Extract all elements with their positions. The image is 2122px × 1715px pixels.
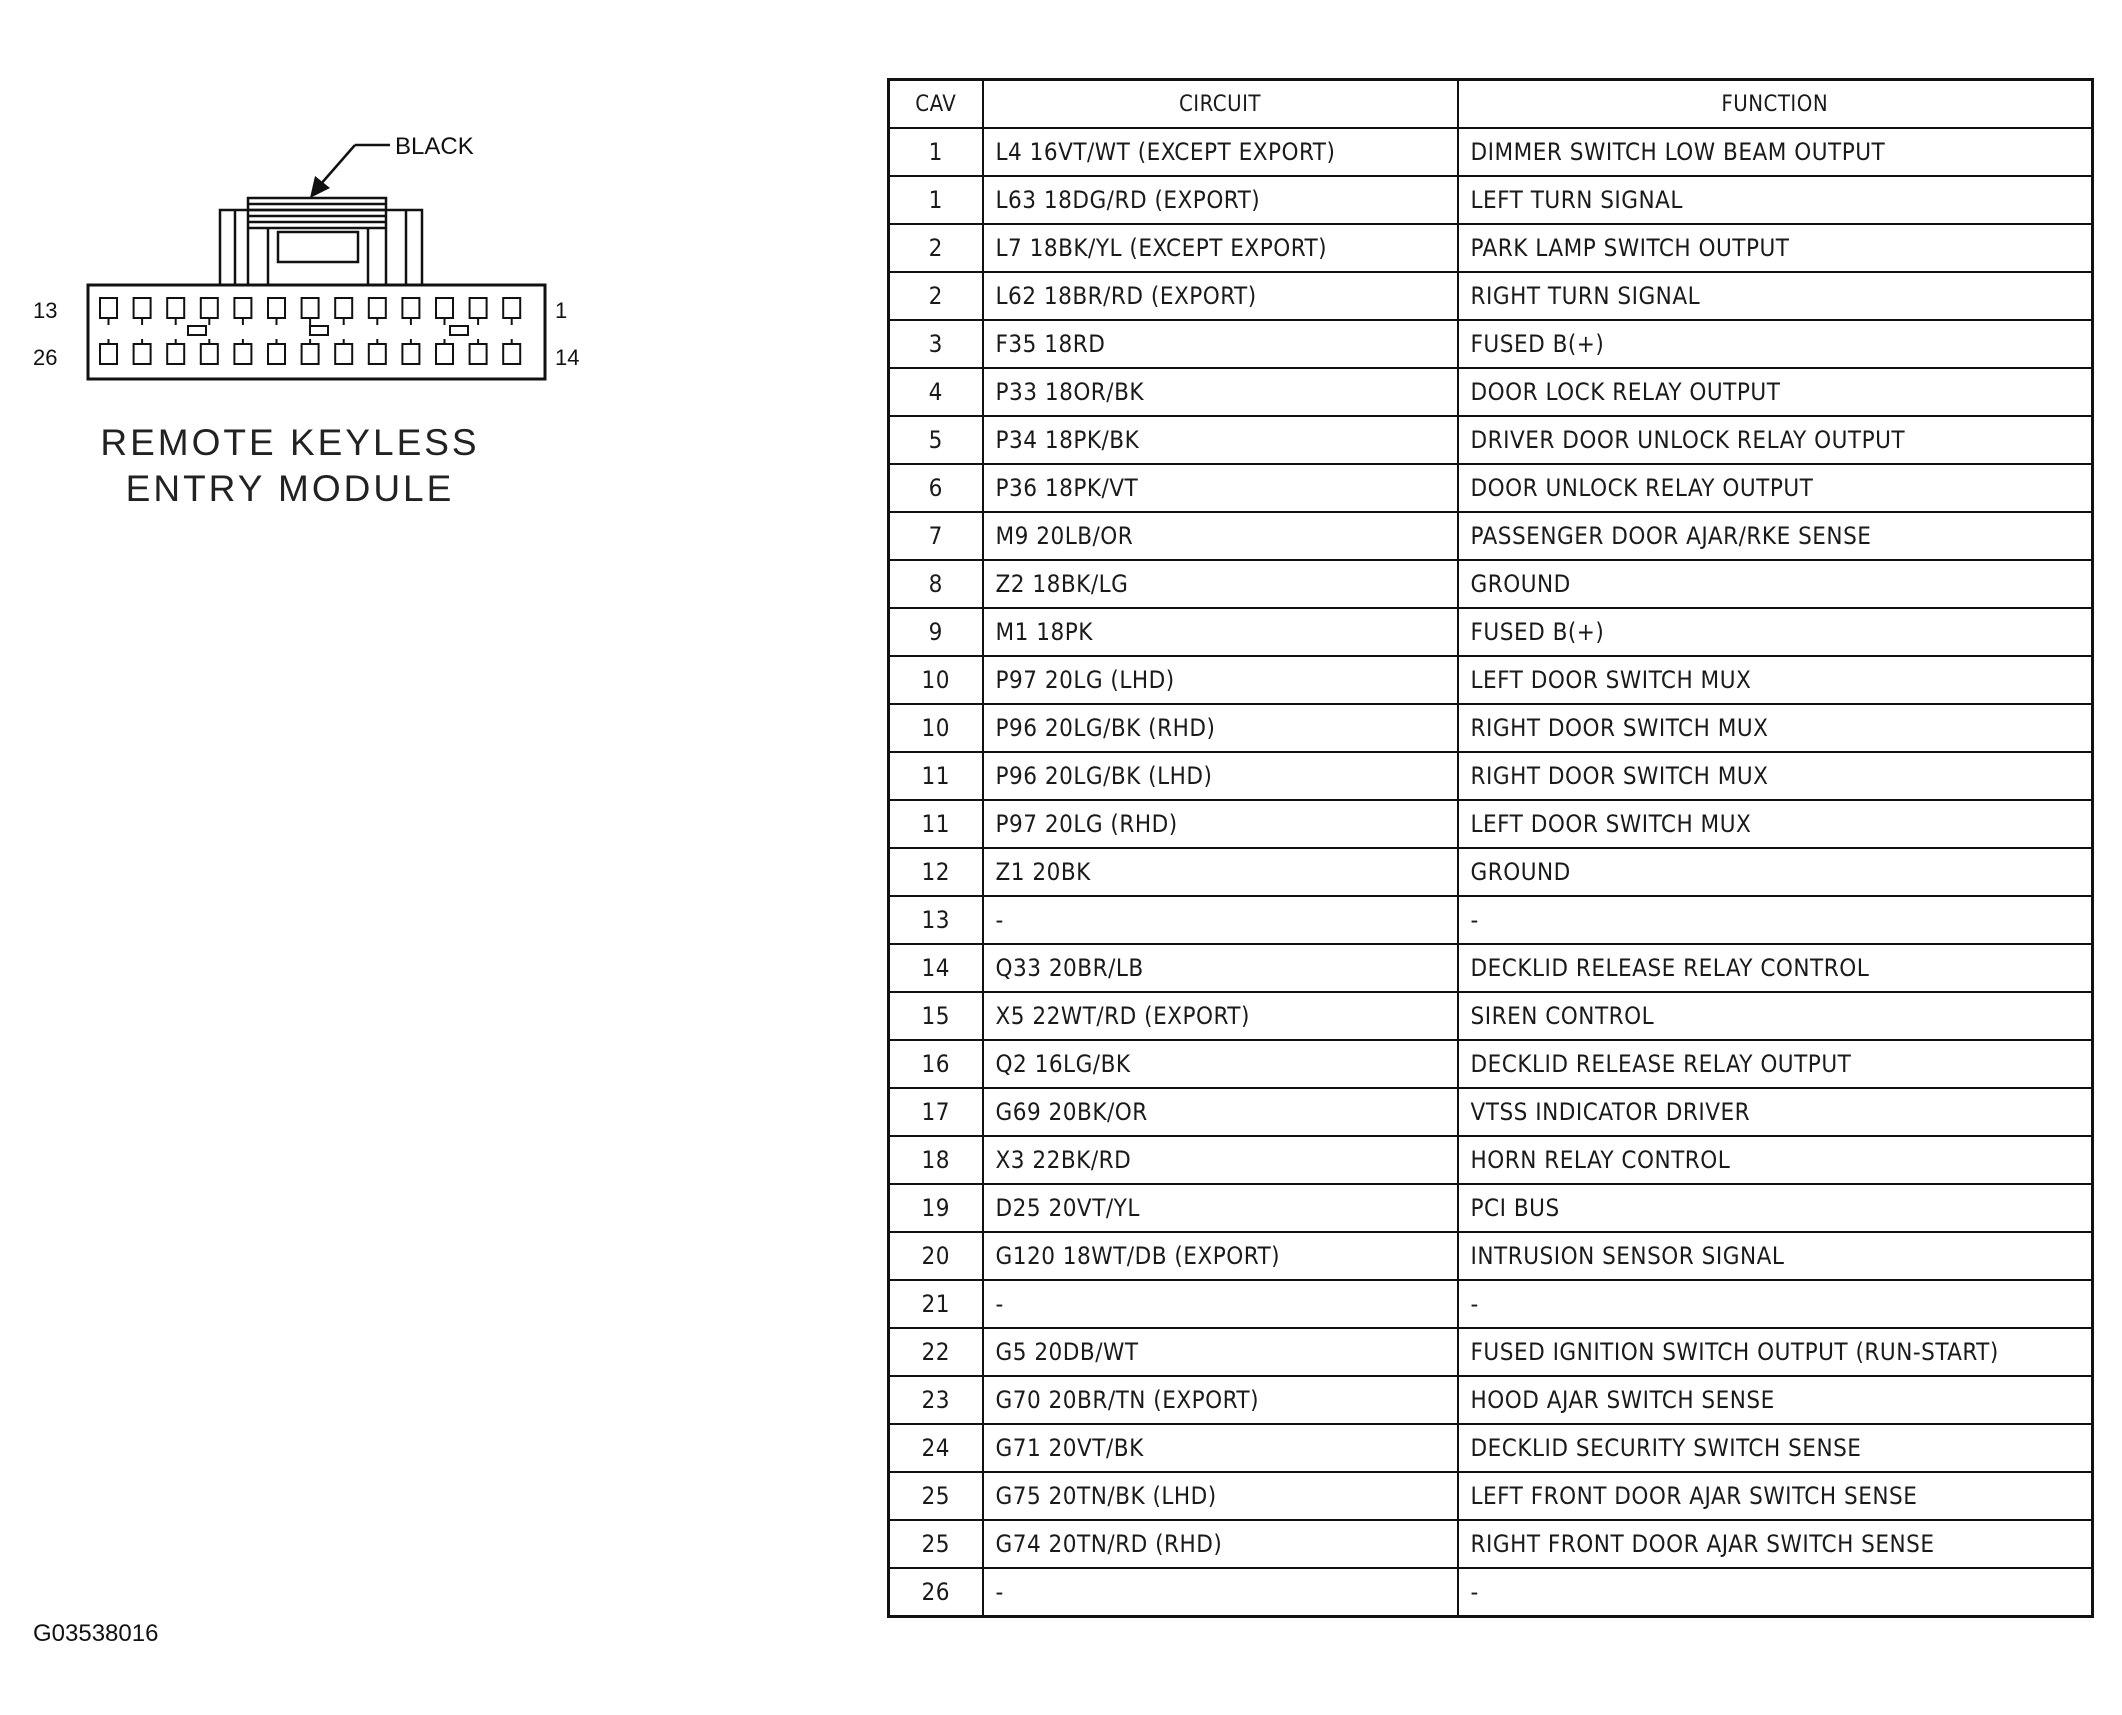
table-row [889, 512, 2093, 560]
circuit-cell: X5 22WT/RD (EXPORT) [983, 992, 1458, 1040]
table-row [889, 128, 2093, 176]
connector-pin-cavity [134, 298, 151, 318]
table-row [889, 272, 2093, 320]
connector-pin-cavity [234, 344, 251, 364]
cav-cell: 8 [889, 560, 983, 608]
function-cell: DOOR LOCK RELAY OUTPUT [1458, 368, 2093, 416]
cav-cell: 17 [889, 1088, 983, 1136]
circuit-cell: L7 18BK/YL (EXCEPT EXPORT) [983, 224, 1458, 272]
circuit-cell: M1 18PK [983, 608, 1458, 656]
connector-pin-cavity [302, 344, 319, 364]
module-title-line-1: REMOTE KEYLESS [100, 422, 480, 463]
connector-pin-cavity [402, 298, 419, 318]
table-row [889, 1184, 2093, 1232]
cav-cell: 2 [889, 272, 983, 320]
function-cell: RIGHT TURN SIGNAL [1458, 272, 2093, 320]
function-cell: - [1458, 1280, 2093, 1328]
connector-pin-cavity [402, 344, 419, 364]
connector-pin-cavity [100, 298, 117, 318]
function-cell: GROUND [1458, 848, 2093, 896]
cav-cell: 12 [889, 848, 983, 896]
circuit-cell: L62 18BR/RD (EXPORT) [983, 272, 1458, 320]
function-cell: DOOR UNLOCK RELAY OUTPUT [1458, 464, 2093, 512]
circuit-cell: P33 18OR/BK [983, 368, 1458, 416]
header-circuit: CIRCUIT [983, 80, 1458, 129]
circuit-cell: G71 20VT/BK [983, 1424, 1458, 1472]
connector-key [450, 326, 468, 335]
cav-cell: 21 [889, 1280, 983, 1328]
connector-pin-cavity [335, 344, 352, 364]
cav-cell: 5 [889, 416, 983, 464]
table-row [889, 1136, 2093, 1184]
circuit-cell: Q33 20BR/LB [983, 944, 1458, 992]
connector-pin-cavity [470, 344, 487, 364]
connector-pin-cavity [134, 344, 151, 364]
connector-pin-cavity [268, 298, 285, 318]
table-row [889, 848, 2093, 896]
connector-pin-cavity [201, 298, 218, 318]
function-cell: HORN RELAY CONTROL [1458, 1136, 2093, 1184]
cav-cell: 20 [889, 1232, 983, 1280]
circuit-cell: P36 18PK/VT [983, 464, 1458, 512]
connector-pin-cavity [369, 344, 386, 364]
table-row [889, 1520, 2093, 1568]
header-cav: CAV [889, 80, 983, 129]
connector-pin-cavity [234, 298, 251, 318]
function-cell: INTRUSION SENSOR SIGNAL [1458, 1232, 2093, 1280]
function-cell: GROUND [1458, 560, 2093, 608]
connector-pin-cavity [302, 298, 319, 318]
circuit-cell: P34 18PK/BK [983, 416, 1458, 464]
cav-cell: 10 [889, 656, 983, 704]
cav-cell: 4 [889, 368, 983, 416]
table-row [889, 896, 2093, 944]
table-row [889, 176, 2093, 224]
circuit-cell: G74 20TN/RD (RHD) [983, 1520, 1458, 1568]
circuit-cell: G75 20TN/BK (LHD) [983, 1472, 1458, 1520]
connector-pin-cavity [335, 298, 352, 318]
cav-cell: 1 [889, 128, 983, 176]
cav-cell: 3 [889, 320, 983, 368]
table-row [889, 224, 2093, 272]
table-row [889, 1088, 2093, 1136]
pinout-table [887, 78, 2094, 1618]
table-row [889, 1472, 2093, 1520]
connector-color-label: BLACK [395, 133, 474, 160]
cav-cell: 6 [889, 464, 983, 512]
circuit-cell: G70 20BR/TN (EXPORT) [983, 1376, 1458, 1424]
function-cell: HOOD AJAR SWITCH SENSE [1458, 1376, 2093, 1424]
circuit-cell: Z2 18BK/LG [983, 560, 1458, 608]
cav-cell: 7 [889, 512, 983, 560]
circuit-cell: P97 20LG (LHD) [983, 656, 1458, 704]
cav-cell: 11 [889, 800, 983, 848]
function-cell: DIMMER SWITCH LOW BEAM OUTPUT [1458, 128, 2093, 176]
circuit-cell: P97 20LG (RHD) [983, 800, 1458, 848]
circuit-cell: P96 20LG/BK (LHD) [983, 752, 1458, 800]
function-cell: FUSED B(+) [1458, 320, 2093, 368]
table-row [889, 1376, 2093, 1424]
circuit-cell: L63 18DG/RD (EXPORT) [983, 176, 1458, 224]
table-row [889, 1232, 2093, 1280]
table-row [889, 992, 2093, 1040]
function-cell: LEFT TURN SIGNAL [1458, 176, 2093, 224]
circuit-cell: Z1 20BK [983, 848, 1458, 896]
connector-pin-cavity [436, 344, 453, 364]
connector-pin-cavity [470, 298, 487, 318]
module-title-line-2: ENTRY MODULE [125, 468, 455, 509]
circuit-cell: G69 20BK/OR [983, 1088, 1458, 1136]
connector-key [310, 326, 328, 335]
circuit-cell: L4 16VT/WT (EXCEPT EXPORT) [983, 128, 1458, 176]
connector-pin-cavity [503, 298, 520, 318]
connector-pin-cavity [369, 298, 386, 318]
connector-pin-cavity [436, 298, 453, 318]
cav-cell: 1 [889, 176, 983, 224]
function-cell: VTSS INDICATOR DRIVER [1458, 1088, 2093, 1136]
pin-number-1: 1 [555, 298, 568, 323]
table-row [889, 1328, 2093, 1376]
cav-cell: 14 [889, 944, 983, 992]
connector-pin-cavity [167, 344, 184, 364]
connector-diagram [20, 110, 580, 410]
table-row [889, 752, 2093, 800]
figure-id: G03538016 [33, 1620, 159, 1647]
function-cell: PCI BUS [1458, 1184, 2093, 1232]
cav-cell: 18 [889, 1136, 983, 1184]
function-cell: PARK LAMP SWITCH OUTPUT [1458, 224, 2093, 272]
cav-cell: 13 [889, 896, 983, 944]
pin-number-14: 14 [555, 345, 580, 370]
connector-pins [100, 298, 520, 364]
connector-pin-cavity [268, 344, 285, 364]
circuit-cell: - [983, 1280, 1458, 1328]
function-cell: SIREN CONTROL [1458, 992, 2093, 1040]
circuit-cell: Q2 16LG/BK [983, 1040, 1458, 1088]
circuit-cell: X3 22BK/RD [983, 1136, 1458, 1184]
table-row [889, 1424, 2093, 1472]
table-row [889, 464, 2093, 512]
cav-cell: 9 [889, 608, 983, 656]
table-row [889, 1040, 2093, 1088]
function-cell: - [1458, 896, 2093, 944]
cav-cell: 16 [889, 1040, 983, 1088]
function-cell: - [1458, 1568, 2093, 1617]
function-cell: LEFT FRONT DOOR AJAR SWITCH SENSE [1458, 1472, 2093, 1520]
function-cell: LEFT DOOR SWITCH MUX [1458, 800, 2093, 848]
table-row [889, 704, 2093, 752]
connector-pin-cavity [201, 344, 218, 364]
table-header-row [889, 80, 2093, 129]
label-arrow-head [310, 176, 330, 198]
connector-pin-cavity [503, 344, 520, 364]
header-function: FUNCTION [1458, 80, 2093, 129]
table-row [889, 416, 2093, 464]
circuit-cell: D25 20VT/YL [983, 1184, 1458, 1232]
pin-number-26: 26 [33, 345, 58, 370]
circuit-cell: G120 18WT/DB (EXPORT) [983, 1232, 1458, 1280]
table-row [889, 320, 2093, 368]
circuit-cell: P96 20LG/BK (RHD) [983, 704, 1458, 752]
function-cell: DRIVER DOOR UNLOCK RELAY OUTPUT [1458, 416, 2093, 464]
table-row [889, 656, 2093, 704]
circuit-cell: M9 20LB/OR [983, 512, 1458, 560]
table-row [889, 1568, 2093, 1617]
table-row [889, 1280, 2093, 1328]
cav-cell: 22 [889, 1328, 983, 1376]
function-cell: LEFT DOOR SWITCH MUX [1458, 656, 2093, 704]
function-cell: RIGHT DOOR SWITCH MUX [1458, 704, 2093, 752]
cav-cell: 26 [889, 1568, 983, 1617]
table-row [889, 944, 2093, 992]
module-title [80, 420, 500, 512]
pin-number-13: 13 [33, 298, 58, 323]
circuit-cell: G5 20DB/WT [983, 1328, 1458, 1376]
function-cell: RIGHT DOOR SWITCH MUX [1458, 752, 2093, 800]
circuit-cell: F35 18RD [983, 320, 1458, 368]
cav-cell: 25 [889, 1472, 983, 1520]
cav-cell: 10 [889, 704, 983, 752]
connector-pin-cavity [167, 298, 184, 318]
cav-cell: 25 [889, 1520, 983, 1568]
function-cell: PASSENGER DOOR AJAR/RKE SENSE [1458, 512, 2093, 560]
circuit-cell: - [983, 896, 1458, 944]
connector-pin-cavity [100, 344, 117, 364]
function-cell: RIGHT FRONT DOOR AJAR SWITCH SENSE [1458, 1520, 2093, 1568]
cav-cell: 2 [889, 224, 983, 272]
table-row [889, 608, 2093, 656]
table-row [889, 560, 2093, 608]
cav-cell: 11 [889, 752, 983, 800]
cav-cell: 24 [889, 1424, 983, 1472]
connector-key [188, 326, 206, 335]
circuit-cell: - [983, 1568, 1458, 1617]
cav-cell: 23 [889, 1376, 983, 1424]
label-arrow-line [320, 145, 355, 185]
function-cell: DECKLID RELEASE RELAY OUTPUT [1458, 1040, 2093, 1088]
function-cell: FUSED B(+) [1458, 608, 2093, 656]
function-cell: DECKLID SECURITY SWITCH SENSE [1458, 1424, 2093, 1472]
function-cell: DECKLID RELEASE RELAY CONTROL [1458, 944, 2093, 992]
function-cell: FUSED IGNITION SWITCH OUTPUT (RUN-START) [1458, 1328, 2093, 1376]
table-row [889, 368, 2093, 416]
cav-cell: 19 [889, 1184, 983, 1232]
cav-cell: 15 [889, 992, 983, 1040]
connector-latch [220, 198, 422, 285]
table-row [889, 800, 2093, 848]
